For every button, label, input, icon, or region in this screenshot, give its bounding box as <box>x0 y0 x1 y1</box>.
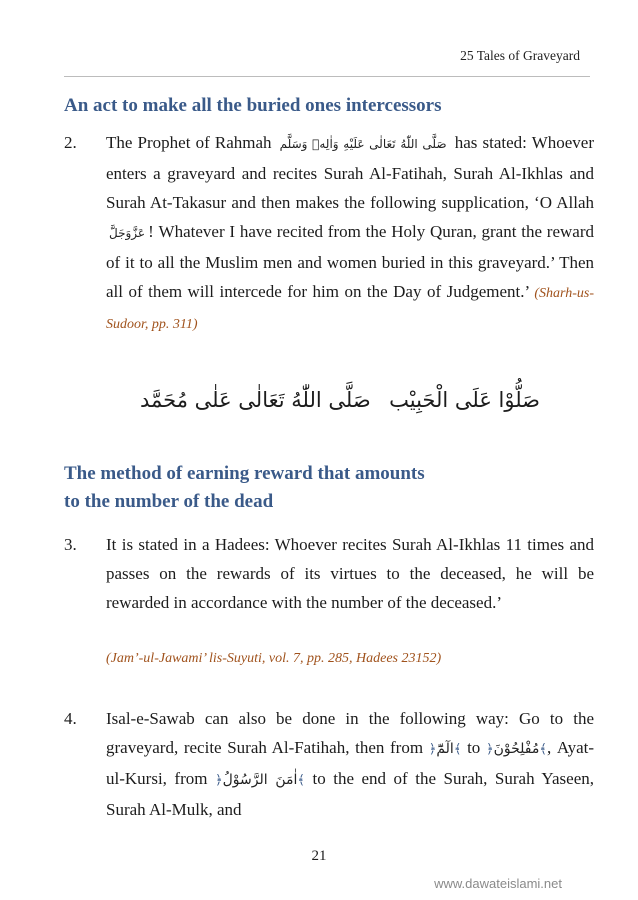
item-text: ! Whatever I have recited from the Holy Quran, grant the reward of it to all the Muslim men and women buried in this graveyard.’ Then all of them will intercede for him on the Day of Judgement.’ <box>106 222 594 301</box>
item-body <box>106 530 594 617</box>
page-number: 21 <box>311 848 327 864</box>
section-heading-2 <box>64 460 594 516</box>
list-item-4 <box>64 704 594 824</box>
section-heading-1 <box>64 92 594 120</box>
arabic-alif-lam-meem: الٓمّٓ <box>436 741 454 757</box>
item-text: The Prophet of Rahmah <box>106 133 272 152</box>
heading-line: An act to make all the buried ones intercessors <box>64 95 442 116</box>
running-header: 25 Tales of Graveyard <box>460 48 580 63</box>
item-text: , Ayat-ul-Kursi, from <box>106 738 595 788</box>
quran-ornament-open: ﴿ <box>428 741 437 756</box>
durood-right: صَلُّوْا عَلَى الْحَبِيْب <box>389 388 540 412</box>
item-text: Isal-e-Sawab can also be done in the following way: Go to the graveyard, recite Surah Al-Fatihah, then from <box>106 709 594 757</box>
heading-line: to the number of the dead <box>64 491 274 512</box>
website-url[interactable]: www.dawateislami.net <box>434 876 562 891</box>
item-text: has stated: Whoever enters a graveyard and recites Surah Al-Fatihah, Surah Al-Ikhlas and Surah At-Takasur and then makes the following supplication, ‘O Allah <box>106 133 595 212</box>
quran-ornament-close: ﴾ <box>453 741 462 756</box>
list-item-3 <box>64 530 594 617</box>
item-number: 4. <box>64 709 77 728</box>
item-number: 2. <box>64 133 77 152</box>
item-body <box>106 128 594 339</box>
arabic-amanar-rasool: اٰمَنَ الرَّسُوْلُ <box>222 772 298 788</box>
arabic-salutation: صَلَّى اللّٰهُ تَعَالٰى عَلَيْهِ وَاٰلِهٖ وَسَلَّم <box>279 137 447 151</box>
durood-left: صَلَّى اللّٰهُ تَعَالٰى عَلٰى مُحَمَّد <box>140 388 371 412</box>
arabic-muflihoon: مُفْلِحُوْنَ <box>493 741 540 757</box>
quran-ornament-close: ﴾ <box>539 741 547 756</box>
item-body <box>106 704 594 824</box>
quran-ornament-open: ﴿ <box>214 772 223 787</box>
reference-citation: (Sharh-us-Sudoor, pp. 311) <box>106 286 595 332</box>
arabic-azza-wa-jal: عَزَّوَجَلَّ <box>109 226 146 240</box>
reference-citation: (Jam’-ul-Jawami’ lis-Suyuti, vol. 7, pp. 285, Hadees 23152) <box>106 651 442 666</box>
heading-line: The method of earning reward that amounts <box>64 463 425 484</box>
durood-line <box>140 388 540 412</box>
header-divider <box>64 76 590 77</box>
item-text: It is stated in a Hadees: Whoever recites Surah Al-Ikhlas 11 times and passes on the rewards of its virtues to the deceased, he will be rewarded in accordance with the number of the deceased.’ <box>106 535 594 612</box>
item-text: to <box>467 738 481 757</box>
list-item-2 <box>64 128 594 339</box>
quran-ornament-close: ﴾ <box>297 772 305 787</box>
item-text: to the end of the Surah, Surah Yaseen, Surah Al-Mulk, and <box>106 769 595 819</box>
quran-ornament-open: ﴿ <box>485 741 494 756</box>
item-number: 3. <box>64 535 77 554</box>
